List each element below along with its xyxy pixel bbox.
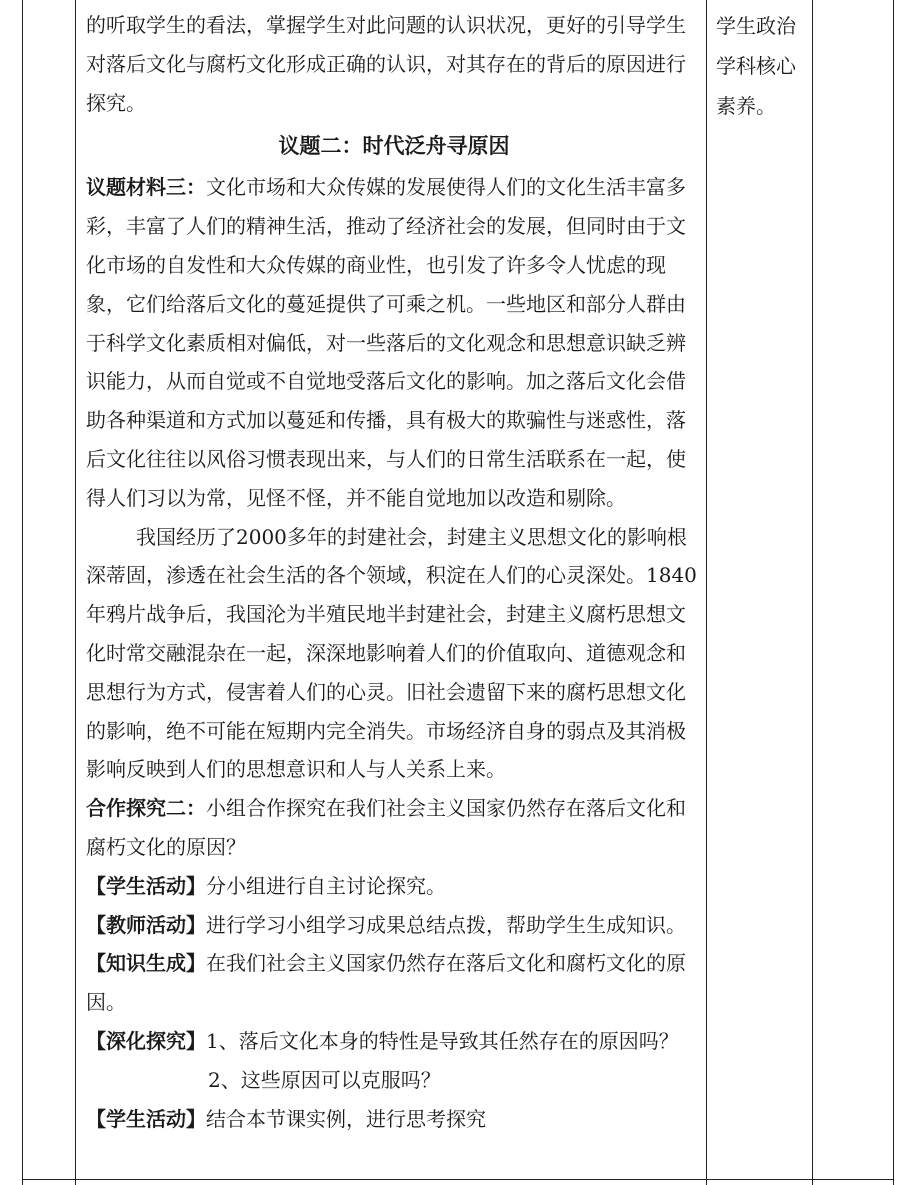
- table-border-right: [893, 0, 894, 1185]
- deep-question-1: 1、落后文化本身的特性是导致其任然存在的原因吗？: [206, 1028, 679, 1053]
- deep-question-2: 2、这些原因可以克服吗？: [208, 1067, 441, 1092]
- student-label: 【学生活动】: [86, 873, 206, 898]
- coop-text: 小组合作探究在我们社会主义国家仍然存在落后文化和腐朽文化的原因？: [86, 796, 686, 859]
- material-paragraph: [86, 168, 702, 517]
- table-border-bottom: [22, 1179, 893, 1180]
- student-activity: [86, 867, 702, 906]
- table-border-col2: [706, 0, 707, 1185]
- material-paragraph-2: 我国经历了2000多年的封建社会，封建主义思想文化的影响根深蒂固，渗透在社会生活的各个领域，积淀在人们的心灵深处。1840年鸦片战争后，我国沦为半殖民地半封建社会，封建主义腐朽思想文化时常交融混杂在一起，深深地影响着人们的价值取向、道德观念和思想行为方式，侵害着人们的心灵。旧社会遗留下来的腐朽思想文化的影响，绝不可能在短期内完全消失。市场经济自身的弱点及其消极影响反映到人们的思想意识和人与人关系上来。: [86, 524, 697, 782]
- deep-label: 【深化探究】: [86, 1028, 206, 1053]
- right-text-line-2: 学科核心: [716, 54, 796, 78]
- student-text: 分小组进行自主讨论探究。: [206, 873, 446, 898]
- main-content-cell: [86, 6, 702, 1138]
- deep-inquiry: [86, 1022, 702, 1061]
- section-heading: 议题二：时代泛舟寻原因: [278, 133, 510, 159]
- right-text-line-3: 素养。: [716, 94, 776, 118]
- coop-paragraph: [86, 789, 702, 867]
- table-border-col1: [75, 0, 76, 1185]
- teacher-activity: [86, 906, 702, 945]
- table-border-left: [22, 0, 23, 1185]
- coop-label: 合作探究二：: [86, 796, 206, 821]
- teacher-label: 【教师活动】: [86, 912, 206, 937]
- student2-text: 结合本节课实例，进行思考探究: [206, 1106, 486, 1131]
- material-label: 议题材料三：: [86, 175, 206, 200]
- intro-paragraph: 的听取学生的看法，掌握学生对此问题的认识状况，更好的引导学生对落后文化与腐朽文化形成正确的认识，对其存在的背后的原因进行探究。: [86, 13, 686, 115]
- student-activity-2: [86, 1100, 702, 1139]
- knowledge-label: 【知识生成】: [86, 951, 206, 976]
- material-text: 文化市场和大众传媒的发展使得人们的文化生活丰富多彩，丰富了人们的精神生活，推动了经济社会的发展，但同时由于文化市场的自发性和大众传媒的商业性，也引发了许多令人忧虑的现象，它们给落后文化的蔓延提供了可乘之机。一些地区和部分人群由于科学文化素质相对偏低，对一些落后的文化观念和思想意识缺乏辨识能力，从而自觉或不自觉地受落后文化的影响。加之落后文化会借助各种渠道和方式加以蔓延和传播，具有极大的欺骗性与迷惑性，落后文化往往以风俗习惯表现出来，与人们的日常生活联系在一起，使得人们习以为常，见怪不怪，并不能自觉地加以改造和剔除。: [86, 175, 686, 510]
- student2-label: 【学生活动】: [86, 1106, 206, 1131]
- right-column-cell: [716, 6, 808, 126]
- right-text-line-1: 学生政治: [716, 14, 796, 38]
- table-border-col3: [812, 0, 813, 1185]
- teacher-text: 进行学习小组学习成果总结点拨，帮助学生生成知识。: [206, 912, 686, 937]
- knowledge-generation: [86, 944, 702, 1022]
- knowledge-text: 在我们社会主义国家仍然存在落后文化和腐朽文化的原因。: [86, 951, 686, 1015]
